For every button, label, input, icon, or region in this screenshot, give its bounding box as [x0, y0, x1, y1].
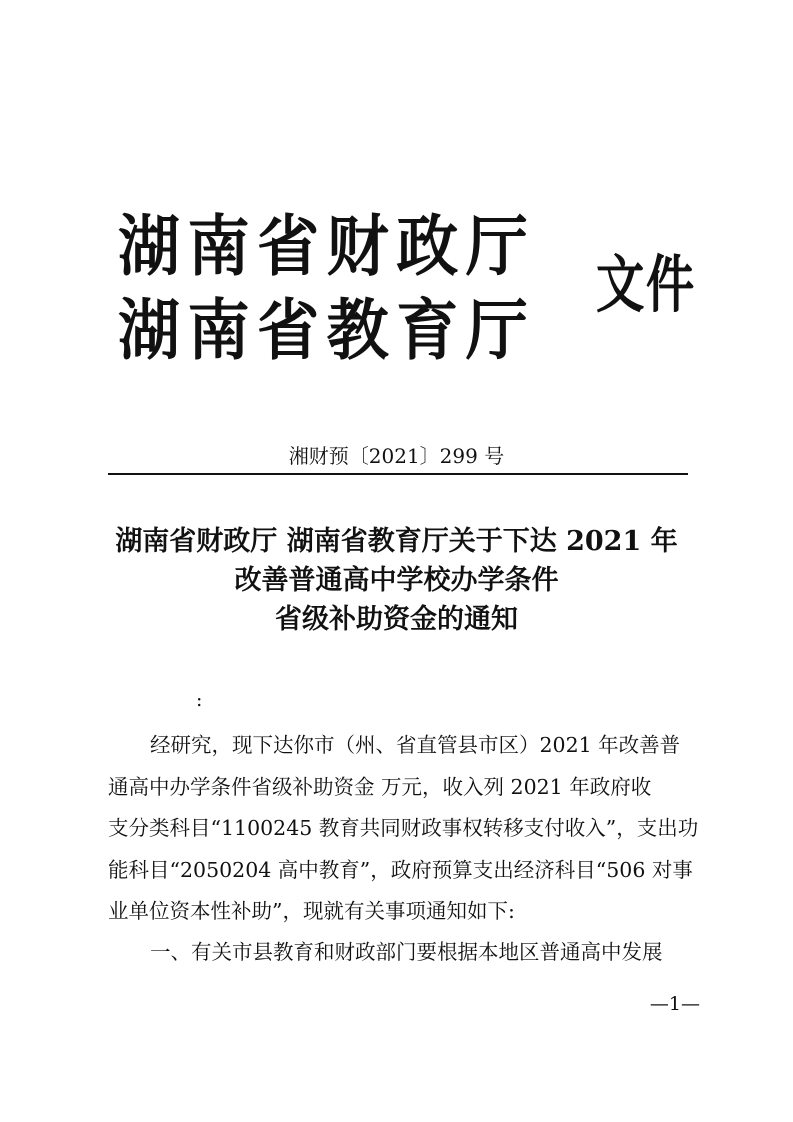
issuer-education-department: 湖南省教育厅 — [118, 292, 536, 369]
body-text-line: 支分类科目“1100245 教育共同财政事权转移支付收入”，支出功 — [108, 816, 699, 840]
body-text-line: 经研究，现下达你市（州、省直管县市区）2021 年改善普 — [150, 733, 681, 757]
document-header — [118, 210, 698, 375]
document-title-line-2: 改善普通高中学校办学条件 — [234, 565, 559, 596]
body-text-line: 业单位资本性补助”，现就有关事项通知如下: — [108, 899, 515, 923]
document-number: 湘财预〔2021〕299 号 — [288, 444, 505, 468]
addressee: : — [196, 689, 203, 711]
document-title-line-3: 省级补助资金的通知 — [275, 604, 518, 635]
body-text-line: 一、有关市县教育和财政部门要根据本地区普通高中发展 — [150, 940, 663, 964]
body-text-line: 能科目“2050204 高中教育”，政府预算支出经济科目“506 对事 — [108, 858, 693, 882]
body-text-line: 通高中办学条件省级补助资金 万元，收入列 2021 年政府收 — [108, 775, 652, 799]
header-divider — [108, 473, 688, 475]
issuer-finance-department: 湖南省财政厅 — [118, 208, 536, 285]
page-number: —1— — [649, 993, 700, 1015]
header-suffix-document: 文件 — [596, 248, 696, 321]
document-title-line-1: 湖南省财政厅 湖南省教育厅关于下达 2021 年 — [115, 526, 678, 557]
